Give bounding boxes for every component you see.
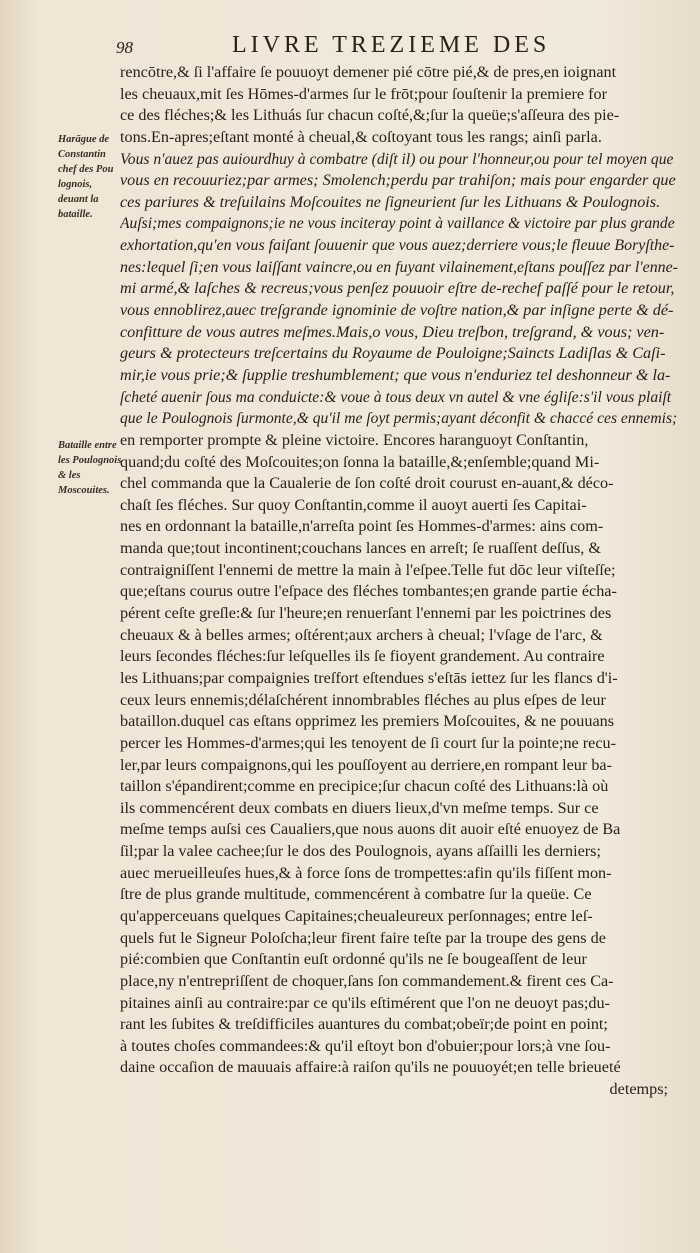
page-number: 98 [116, 38, 133, 57]
margin-note-bataille: Bataille entre les Poulognois & les Moscouites. [58, 440, 122, 496]
text-line: que;eſtans courus outre l'eſpace des fléches tombantes;en grande partie écha- [120, 582, 617, 601]
text-line: meſme temps auſsi ces Caualiers,que nous auons dit auoir eſté enuoyez de Ba [120, 820, 621, 839]
text-line: mi armé,& laſches & recreus;vous penſez pouuoir eſtre de-rechef paſſé pour le retour, [120, 279, 675, 298]
text-line: detemps; [609, 1080, 668, 1099]
text-line: contraigniſſent l'ennemi de mettre la main à l'eſpee.Telle fut dōc leur viſteſſe; [120, 560, 616, 579]
text-line: quand;du coſté des Moſcouites;on ſonna la bataille,&;enſemble;quand Mi- [120, 452, 600, 471]
text-line: vous ennoblirez,auec treſgrande ignominie de voſtre nation,& par inſigne perte & dé- [120, 301, 674, 320]
text-line: quels fut le Signeur Poloſcha;leur firent faire teſte par la troupe des gens de [120, 928, 606, 947]
running-title: LIVRE TREZIEME DES [232, 32, 551, 58]
text-line: pitaines ainſi au contraire:par ce qu'ils eſtimérent que l'on ne deuoyt pas;du- [120, 993, 610, 1012]
text-line: les Lithuans;par compaignies treſfort eſtendues s'eſtās iettez ſur les flancs d'i- [120, 668, 618, 687]
text-line: les cheuaux,mit ſes Hōmes-d'armes ſur le frōt;pour ſouſtenir la premiere for [120, 84, 608, 103]
text-line: chaſt ſes fléches. Sur quoy Conſtantin,comme il auoyt auerti ſes Capitai- [120, 495, 587, 514]
text-line: exhortation,qu'en vous faiſant ſouuenir que vous auez;derriere vous;le fleuue Boryſthe- [120, 237, 675, 255]
text-line: taillon s'épandirent;comme en precipice;ſur chacun coſté des Lithuans:là où [120, 777, 609, 796]
page-header [0, 30, 700, 60]
text-line: que le Poulognois ſurmonte,& qu'il me ſoyt permis;ayant déconfit & chaccé ces ennemis; [120, 410, 678, 428]
text-line: nes:lequel ſi;en vous laiſſant vaincre,ou en fuyant vilainement,eſtans pouſſez par l'enne- [120, 258, 678, 276]
text-line: Auſsi;mes compaignons;ie ne vous inciteray point à vaillance & victoire par plus grande [120, 215, 675, 233]
text-line: Vous n'auez pas auiourdhuy à combatre (diſt il) ou pour l'honneur,ou pour tel moyen que [120, 150, 674, 168]
text-line: geurs & protecteurs treſcertains du Royaume de Pouloigne;Saincts Ladiſlas & Caſi- [120, 344, 666, 363]
text-line: place,ny n'entrepriſſent de choquer,ſans ſon commandement.& firent ces Ca- [120, 971, 614, 990]
text-line: ſcheté auenir ſous ma conduicte:& voue à tous deux vn autel & vne égliſe:s'il vous plaiſt [120, 388, 672, 406]
text-line: pérent ceſte greſle:& ſur l'heure;en renuerſant l'ennemi par les poictrines des [120, 604, 612, 623]
text-line: à toutes choſes commandees:& qu'il eſtoyt bon d'obuier;pour lors;à vne ſou- [120, 1036, 611, 1055]
text-line: en remporter prompte & pleine victoire. Encores haranguoyt Conſtantin, [120, 430, 589, 449]
text-line: chel commanda que la Caualerie de ſon coſté droit courust en-auant,& déco- [120, 474, 614, 493]
text-line: vous en recouuriez;par armes; Smolench;perdu par trahiſon; mais pour engarder que [120, 171, 676, 190]
text-line: mir,ie vous prie;& ſupplie treshumblement; que vous n'enduriez tel deshonneur & la- [120, 365, 671, 384]
text-line: ſil;par la valee cachee;ſur le dos des Poulognois, ayans aſſailli les derniers; [120, 842, 601, 861]
text-line: qu'apperceuans quelques Capitaines;cheualeureux perſonnages; entre leſ- [120, 906, 593, 925]
text-line: daine occaſion de mauuais affaire:à raiſon qu'ils ne pouuoyét;en telle brieueté [120, 1058, 621, 1077]
text-line: bataillon.duquel cas eſtans opprimez les premiers Moſcouites, & ne pouuans [120, 712, 615, 731]
text-line: cheuaux & à belles armes; oſtérent;aux archers à cheual; l'vſage de l'arc, & [120, 625, 603, 644]
text-line: rant les ſubites & treſdifficiles auantures du combat;obeïr;de point en point; [120, 1015, 608, 1034]
text-line: rencōtre,& ſi l'affaire ſe pouuoyt demener pié cōtre pié,& de pres,en ioignant [120, 63, 617, 81]
margin-note-harangue: Harāgue de Constantin chef des Pou lognois, deuant la bataille. [58, 134, 114, 220]
text-line: pié:combien que Conſtantin euſt ordonné qu'ils ne ſe bougeaſſent de leur [120, 950, 587, 969]
text-line: leurs ſecondes fléches:ſur leſquelles ils ſe fioyent grandement. Au contraire [120, 647, 605, 666]
text-line: ces pariures & treſuilains Moſcouites ne ſigneurient ſur les Lithuans & Poulognois. [120, 192, 661, 211]
text-line: percer les Hommes-d'armes;qui les tenoyent de ſi court ſur la pointe;ne recu- [120, 733, 617, 752]
text-line: ce des fléches;& les Lithuás ſur chacun coſté,&;ſur la queüe;s'aſſeura des pie- [120, 106, 620, 125]
text-line: auec merueilleuſes hues,& à force ſons de trompettes:afin qu'ils fiſſent mon- [120, 863, 612, 882]
text-line: nes en ordonnant la bataille,n'arreſta point ſes Hommes-d'armes: ains com- [120, 517, 604, 536]
text-line: confitture de vous autres meſmes.Mais,o vous, Dieu treſbon, treſgrand, & vous; ven- [120, 322, 665, 341]
text-line: ceux leurs ennemis;délaſchérent innombrables fléches au plus eſpes de leur [120, 690, 606, 709]
text-line: ils commencérent deux combats en diuers lieux,d'vn meſme temps. Sur ce [120, 798, 599, 817]
text-line: tons.En-apres;eſtant monté à cheual,& coſtoyant tous les rangs; ainſi parla. [120, 127, 602, 146]
text-line: ler,par leurs compaignons,qui les pouſſoyent au derriere,en rompant leur ba- [120, 755, 613, 774]
text-line: manda que;tout incontinent;couchans lances en arreſt; ſe ruaſſent deſſus, & [120, 539, 601, 558]
text-line: ſtre de plus grande multitude, commencérent à combatre ſur la queüe. Ce [120, 885, 592, 904]
page-footer [0, 1233, 700, 1253]
main-text-block [120, 62, 680, 1101]
